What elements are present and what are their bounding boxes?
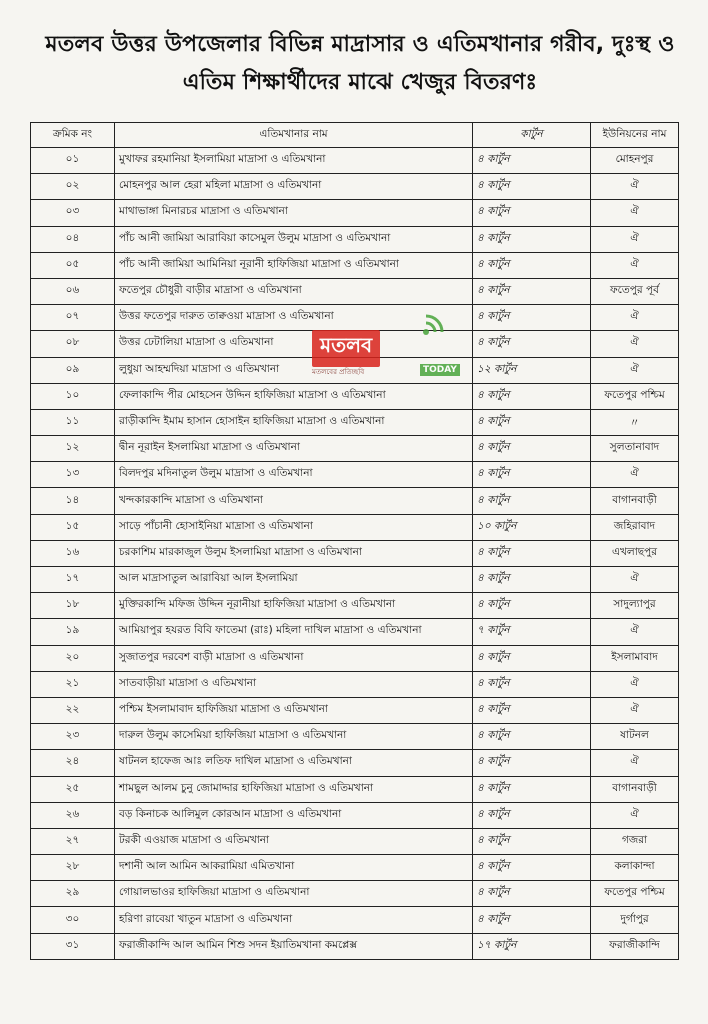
row-quantity: ১০ কার্টুন <box>473 514 591 540</box>
watermark-tagline: মতলবের প্রতিচ্ছবি <box>312 368 365 376</box>
row-name: ষাটনল হাফেজ আঃ লতিফ দাখিল মাদ্রাসা ও এতিমখানা <box>115 750 473 776</box>
row-union: ঐ <box>591 697 679 723</box>
table-row <box>31 174 679 200</box>
row-serial: ০৯ <box>31 357 115 383</box>
watermark-logo <box>312 310 457 390</box>
row-union: গজরা <box>591 828 679 854</box>
table-row <box>31 436 679 462</box>
table-row <box>31 593 679 619</box>
row-quantity: ৪ কার্টুন <box>473 776 591 802</box>
row-name: টরকী এওয়াজ মাদ্রাসা ও এতিমখানা <box>115 828 473 854</box>
row-quantity: ৪ কার্টুন <box>473 174 591 200</box>
row-serial: ১৬ <box>31 540 115 566</box>
row-name: বিলদপুর মদিনাতুল উলুম মাদ্রাসা ও এতিমখানা <box>115 462 473 488</box>
table-row <box>31 540 679 566</box>
row-union: ইসলামাবাদ <box>591 645 679 671</box>
row-serial: ১৩ <box>31 462 115 488</box>
row-union: ঐ <box>591 331 679 357</box>
row-quantity: ৪ কার্টুন <box>473 907 591 933</box>
row-serial: ১৯ <box>31 619 115 645</box>
row-serial: ১৫ <box>31 514 115 540</box>
distribution-table <box>30 122 679 960</box>
row-name: মাথাভাঙ্গা মিনারচর মাদ্রাসা ও এতিমখানা <box>115 200 473 226</box>
row-serial: ২৮ <box>31 855 115 881</box>
row-name: মুখাফর রহমানিয়া ইসলামিয়া মাদ্রাসা ও এতিমখানা <box>115 148 473 174</box>
row-union: বাগানবাড়ী <box>591 776 679 802</box>
row-name: সাতবাড়ীয়া মাদ্রাসা ও এতিমখানা <box>115 671 473 697</box>
row-quantity: ৪ কার্টুন <box>473 802 591 828</box>
row-quantity: ৪ কার্টুন <box>473 671 591 697</box>
row-serial: ৩০ <box>31 907 115 933</box>
row-quantity: ৪ কার্টুন <box>473 200 591 226</box>
row-name: সুজাতপুর দরবেশ বাড়ী মাদ্রাসা ও এতিমখানা <box>115 645 473 671</box>
table-row <box>31 462 679 488</box>
row-quantity: ৪ কার্টুন <box>473 305 591 331</box>
table-row <box>31 776 679 802</box>
table-row <box>31 907 679 933</box>
row-quantity: ৪ কার্টুন <box>473 540 591 566</box>
row-name: মোহনপুর আল হেরা মহিলা মাদ্রাসা ও এতিমখানা <box>115 174 473 200</box>
row-union: জহিরাবাদ <box>591 514 679 540</box>
row-name: উত্তর ফতেপুর দারুত তাক্বওয়া মাদ্রাসা ও এতিমখানা <box>115 305 473 331</box>
row-union: বাগানবাড়ী <box>591 488 679 514</box>
row-serial: ১৪ <box>31 488 115 514</box>
row-name: ফেলাকান্দি পীর মোহসেন উদ্দিন হাফিজিয়া মাদ্রাসা ও এতিমখানা <box>115 383 473 409</box>
row-quantity: ৪ কার্টুন <box>473 278 591 304</box>
row-name: দারুল উলুম কাসেমিয়া হাফিজিয়া মাদ্রাসা ও এতিমখানা <box>115 724 473 750</box>
row-serial: ০১ <box>31 148 115 174</box>
table-row <box>31 252 679 278</box>
row-union: ঐ <box>591 567 679 593</box>
row-union: কলাকান্দা <box>591 855 679 881</box>
row-serial: ২১ <box>31 671 115 697</box>
row-serial: ০৮ <box>31 331 115 357</box>
row-union: ষাটনল <box>591 724 679 750</box>
row-union: ফতেপুর পূর্ব <box>591 278 679 304</box>
watermark-today: TODAY <box>420 364 460 376</box>
row-quantity: ৪ কার্টুন <box>473 828 591 854</box>
row-serial: ৩১ <box>31 933 115 959</box>
row-quantity: ৪ কার্টুন <box>473 383 591 409</box>
row-name: চরকাশিম মারকাজুল উলুম ইসলামিয়া মাদ্রাসা ও এতিমখানা <box>115 540 473 566</box>
row-quantity: ৪ কার্টুন <box>473 881 591 907</box>
watermark-brand: মতলব <box>312 330 380 367</box>
table-row <box>31 881 679 907</box>
row-name: খন্দকারকান্দি মাদ্রাসা ও এতিমখানা <box>115 488 473 514</box>
row-union: ঐ <box>591 200 679 226</box>
row-serial: ১৮ <box>31 593 115 619</box>
row-union: ফতেপুর পশ্চিম <box>591 383 679 409</box>
table-header-row <box>31 123 679 148</box>
row-name: রাড়ীকান্দি ইমাম হাসান হোসাইন হাফিজিয়া মাদ্রাসা ও এতিমখানা <box>115 409 473 435</box>
row-union: ঐ <box>591 174 679 200</box>
row-quantity: ৪ কার্টুন <box>473 488 591 514</box>
row-serial: ১২ <box>31 436 115 462</box>
row-serial: ২৬ <box>31 802 115 828</box>
row-union: সুলতানাবাদ <box>591 436 679 462</box>
document-title <box>30 26 690 102</box>
row-name: আল মাদ্রাসাতুল আরাবিয়া আল ইসলামিয়া <box>115 567 473 593</box>
row-quantity: ৪ কার্টুন <box>473 750 591 776</box>
row-name: পশ্চিম ইসলামাবাদ হাফিজিয়া মাদ্রাসা ও এতিমখানা <box>115 697 473 723</box>
row-union: ফরাজীকান্দি <box>591 933 679 959</box>
row-union: ঐ <box>591 305 679 331</box>
row-union: ঐ <box>591 357 679 383</box>
row-quantity: ৪ কার্টুন <box>473 567 591 593</box>
row-serial: ২৩ <box>31 724 115 750</box>
table-row <box>31 828 679 854</box>
row-quantity: ৪ কার্টুন <box>473 593 591 619</box>
header-quantity: কার্টুন <box>473 123 591 148</box>
row-serial: ১০ <box>31 383 115 409</box>
row-union: ঐ <box>591 619 679 645</box>
row-serial: ১৭ <box>31 567 115 593</box>
table-row <box>31 488 679 514</box>
row-serial: ০৫ <box>31 252 115 278</box>
table-row <box>31 200 679 226</box>
row-serial: ০২ <box>31 174 115 200</box>
header-union: ইউনিয়নের নাম <box>591 123 679 148</box>
row-quantity: ৪ কার্টুন <box>473 697 591 723</box>
row-quantity: ৪ কার্টুন <box>473 855 591 881</box>
row-serial: ২৯ <box>31 881 115 907</box>
row-union: দুর্গাপুর <box>591 907 679 933</box>
row-quantity: ১২ কার্টুন <box>473 357 591 383</box>
row-serial: ০৭ <box>31 305 115 331</box>
row-union: ঐ <box>591 802 679 828</box>
row-serial: ০৬ <box>31 278 115 304</box>
row-serial: ২৪ <box>31 750 115 776</box>
row-union: এখলাছপুর <box>591 540 679 566</box>
table-row <box>31 619 679 645</box>
row-name: শামছুল আলম চুনু জোমাদ্দার হাফিজিয়া মাদ্রাসা ও এতিমখানা <box>115 776 473 802</box>
row-name: সাড়ে পাঁচানী হোসাইনিয়া মাদ্রাসা ও এতিমখানা <box>115 514 473 540</box>
row-union: ঐ <box>591 750 679 776</box>
row-name: দশানী আল আমিন আকরামিয়া এমিতখানা <box>115 855 473 881</box>
row-serial: ২৫ <box>31 776 115 802</box>
table-row <box>31 697 679 723</box>
table-row <box>31 724 679 750</box>
row-quantity: ৪ কার্টুন <box>473 409 591 435</box>
row-union: ঐ <box>591 671 679 697</box>
row-name: উত্তর ঢেটালিয়া মাদ্রাসা ও এতিমখানা <box>115 331 473 357</box>
row-union: ঐ <box>591 462 679 488</box>
row-serial: ২০ <box>31 645 115 671</box>
title-line-2: এতিম শিক্ষার্থীদের মাঝে খেজুর বিতরণঃ <box>182 70 538 95</box>
table-row <box>31 278 679 304</box>
row-union: ঐ <box>591 226 679 252</box>
row-quantity: ১৭ কার্টুন <box>473 933 591 959</box>
table-row <box>31 514 679 540</box>
row-union: ফতেপুর পশ্চিম <box>591 881 679 907</box>
row-name: বড় কিনাচক আলিমুল কোরআন মাদ্রাসা ও এতিমখানা <box>115 802 473 828</box>
row-name: গোয়ালভাওর হাফিজিয়া মাদ্রাসা ও এতিমখানা <box>115 881 473 907</box>
row-quantity: ৪ কার্টুন <box>473 331 591 357</box>
row-union: সাদুল্যাপুর <box>591 593 679 619</box>
row-serial: ০৩ <box>31 200 115 226</box>
row-name: পাঁচ আনী জামিয়া আরাবিয়া কাসেমুল উলুম মাদ্রাসা ও এতিমখানা <box>115 226 473 252</box>
table-row <box>31 645 679 671</box>
table-row <box>31 750 679 776</box>
row-name: আমিয়াপুর হযরত বিবি ফাতেমা (রাঃ) মহিলা দাখিল মাদ্রাসা ও এতিমখানা <box>115 619 473 645</box>
row-union: ঐ <box>591 252 679 278</box>
row-name: মুক্তিরকান্দি মফিজ উদ্দিন নূরানীয়া হাফিজিয়া মাদ্রাসা ও এতিমখানা <box>115 593 473 619</box>
row-name: দ্বীন নূরাইন ইসলামিয়া মাদ্রাসা ও এতিমখানা <box>115 436 473 462</box>
table-row <box>31 148 679 174</box>
row-serial: ০৪ <box>31 226 115 252</box>
header-serial: ক্রমিক নং <box>31 123 115 148</box>
row-quantity: ৪ কার্টুন <box>473 436 591 462</box>
row-name: লুধুয়া আহম্মদিয়া মাদ্রাসা ও এতিমখানা <box>115 357 473 383</box>
table-row <box>31 802 679 828</box>
header-name: এতিমখানার নাম <box>115 123 473 148</box>
row-quantity: ৪ কার্টুন <box>473 645 591 671</box>
row-union: মোহনপুর <box>591 148 679 174</box>
table-row <box>31 567 679 593</box>
row-serial: ১১ <box>31 409 115 435</box>
table-row <box>31 933 679 959</box>
row-name: পাঁচ আনী জামিয়া আমিনিয়া নূরানী হাফিজিয়া মাদ্রাসা ও এতিমখানা <box>115 252 473 278</box>
row-name: হরিণা রাবেয়া খাতুন মাদ্রাসা ও এতিমখানা <box>115 907 473 933</box>
title-line-1: মতলব উত্তর উপজেলার বিভিন্ন মাদ্রাসার ও এতিমখানার গরীব, দুঃস্থ ও <box>45 32 675 57</box>
table-row <box>31 855 679 881</box>
row-union: 〃 <box>591 409 679 435</box>
row-name: ফরাজীকান্দি আল আমিন শিশু সদন ইয়াতিমখানা কমপ্লেক্স <box>115 933 473 959</box>
row-quantity: ৪ কার্টুন <box>473 462 591 488</box>
row-serial: ২২ <box>31 697 115 723</box>
row-quantity: ৪ কার্টুন <box>473 724 591 750</box>
table-row <box>31 671 679 697</box>
row-serial: ২৭ <box>31 828 115 854</box>
row-quantity: ৪ কার্টুন <box>473 148 591 174</box>
row-quantity: ৪ কার্টুন <box>473 252 591 278</box>
row-quantity: ৪ কার্টুন <box>473 226 591 252</box>
table-row <box>31 409 679 435</box>
table-row <box>31 226 679 252</box>
wifi-signal-icon <box>422 310 448 336</box>
row-name: ফতেপুর চৌধুরী বাড়ীর মাদ্রাসা ও এতিমখানা <box>115 278 473 304</box>
row-quantity: ৭ কার্টুন <box>473 619 591 645</box>
